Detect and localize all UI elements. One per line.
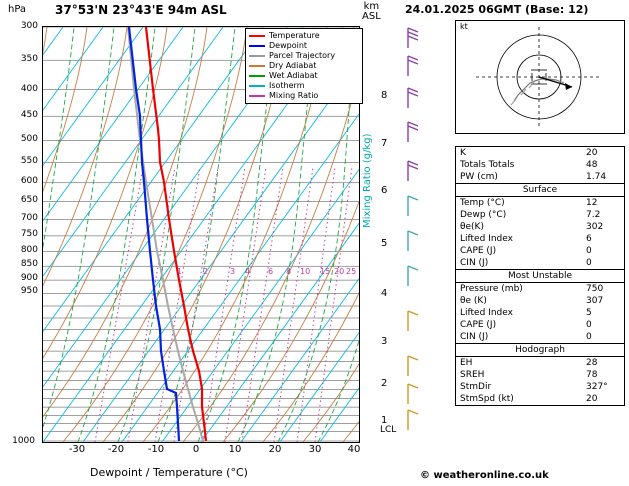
unstable-label-lifted-index: Lifted Index [460, 308, 513, 318]
index-value-totals-totals: 48 [586, 160, 598, 170]
mixing-ratio-value-1: 1 [177, 267, 183, 276]
section-header-most-unstable: Most Unstable [456, 269, 624, 283]
unstable-row-pressure [456, 283, 624, 295]
mixing-ratio-value-20: 20 [334, 267, 345, 276]
kmtick-6: 6 [381, 185, 388, 196]
x-axis-title: Dewpoint / Temperature (°C) [90, 466, 248, 479]
xtick-30: 30 [308, 444, 322, 455]
ytick-900: 900 [20, 273, 38, 283]
mixing-ratio-value-25: 25 [346, 267, 357, 276]
ytick-700: 700 [20, 213, 38, 223]
ytick-400: 400 [20, 84, 38, 94]
legend [245, 28, 363, 104]
surface-value-lifted-index: 6 [586, 234, 592, 244]
xtick-0: 0 [192, 444, 200, 455]
pressure-unit-label: hPa [8, 4, 27, 15]
unstable-value-cape: 0 [586, 320, 592, 330]
ytick-550: 550 [20, 156, 38, 166]
surface-label-cape: CAPE (J) [460, 246, 497, 256]
legend-swatch-parcel-trajectory [249, 55, 265, 57]
legend-label-wet-adiabat: Wet Adiabat [269, 71, 318, 80]
kmtick-5: 5 [381, 238, 388, 249]
legend-label-dewpoint: Dewpoint [269, 41, 308, 50]
km-label-line1: km [363, 1, 380, 12]
station-title: 37°53'N 23°43'E 94m ASL [55, 3, 227, 17]
surface-value-cape: 0 [586, 246, 592, 256]
surface-row-temp [456, 197, 624, 209]
unstable-row-cape [456, 319, 624, 331]
legend-item-temperature [249, 31, 359, 41]
legend-item-isotherm [249, 81, 359, 91]
hodo-value-stmdir: 327° [586, 382, 608, 392]
surface-label-dewp: Dewp (°C) [460, 210, 507, 220]
unstable-value-lifted-index: 5 [586, 308, 592, 318]
ytick-350: 350 [20, 54, 38, 64]
info-panel [400, 0, 629, 486]
surface-row-dewp [456, 209, 624, 221]
ytick-800: 800 [20, 245, 38, 255]
unstable-row-theta-e [456, 295, 624, 307]
legend-item-parcel-trajectory [249, 51, 359, 61]
km-label-line2: ASL [362, 11, 381, 22]
unstable-value-cin: 0 [586, 332, 592, 342]
mixing-ratio-value-10: 10 [300, 267, 311, 276]
legend-item-dry-adiabat [249, 61, 359, 71]
legend-swatch-isotherm [249, 85, 265, 87]
legend-swatch-dewpoint [249, 45, 265, 47]
ytick-650: 650 [20, 195, 38, 205]
surface-value-theta-e: 302 [586, 222, 604, 232]
hodo-value-stmspd: 20 [586, 394, 598, 404]
legend-swatch-mixing-ratio [249, 95, 265, 97]
surface-row-lifted-index [456, 233, 624, 245]
mixing-ratio-value-15: 15 [320, 267, 331, 276]
hodo-label-stmdir: StmDir [460, 382, 492, 392]
surface-label-temp: Temp (°C) [460, 198, 505, 208]
ytick-300: 300 [20, 21, 38, 31]
ytick-450: 450 [20, 110, 38, 120]
ytick-600: 600 [20, 176, 38, 186]
legend-swatch-dry-adiabat [249, 65, 265, 67]
legend-label-mixing-ratio: Mixing Ratio [269, 91, 319, 100]
surface-label-lifted-index: Lifted Index [460, 234, 513, 244]
mixing-ratio-value-2: 2 [203, 267, 209, 276]
index-value-k: 20 [586, 148, 598, 158]
lcl-label: LCL [380, 425, 397, 435]
forecast-date-title: 24.01.2025 06GMT (Base: 12) [405, 3, 589, 16]
legend-item-wet-adiabat [249, 71, 359, 81]
hodo-row-eh [456, 357, 624, 369]
surface-value-temp: 12 [586, 198, 598, 208]
hodo-label-stmspd: StmSpd (kt) [460, 394, 514, 404]
unstable-value-theta-e: 307 [586, 296, 604, 306]
index-row-k [456, 147, 624, 159]
legend-item-mixing-ratio [249, 91, 359, 101]
legend-label-temperature: Temperature [269, 31, 320, 40]
index-label-k: K [460, 148, 466, 158]
surface-label-theta-e: θe(K) [460, 222, 484, 232]
unstable-row-cin [456, 331, 624, 343]
surface-label-cin: CIN (J) [460, 258, 489, 268]
surface-value-cin: 0 [586, 258, 592, 268]
xtick-40: 40 [347, 444, 361, 455]
legend-label-isotherm: Isotherm [269, 81, 305, 90]
xtick-10: 10 [228, 444, 242, 455]
surface-value-dewp: 7.2 [586, 210, 601, 220]
kmtick-4: 4 [381, 288, 388, 299]
legend-swatch-temperature [249, 35, 265, 37]
mixing-ratio-value-8: 8 [286, 267, 292, 276]
kmtick-8: 8 [381, 90, 388, 101]
section-header-surface: Surface [456, 183, 624, 197]
hodo-value-eh: 28 [586, 358, 598, 368]
index-label-totals-totals: Totals Totals [460, 160, 515, 170]
hodograph-plot [455, 20, 625, 134]
xtick--20: -20 [107, 444, 125, 455]
hodo-label-sreh: SREH [460, 370, 485, 380]
xtick--30: -30 [68, 444, 86, 455]
legend-label-parcel-trajectory: Parcel Trajectory [269, 51, 336, 60]
surface-row-cape [456, 245, 624, 257]
hodograph-unit-label: kt [460, 22, 468, 31]
index-label-pw: PW (cm) [460, 172, 498, 182]
ytick-950: 950 [20, 286, 38, 296]
ytick-500: 500 [20, 134, 38, 144]
index-row-totals-totals [456, 159, 624, 171]
kmtick-7: 7 [381, 138, 388, 149]
mixing-ratio-axis-label: Mixing Ratio (g/kg) [362, 133, 373, 228]
ytick-750: 750 [20, 229, 38, 239]
unstable-label-theta-e: θe (K) [460, 296, 487, 306]
indices-table [455, 146, 625, 406]
section-header-hodograph: Hodograph [456, 343, 624, 357]
copyright-credit: © weatheronline.co.uk [420, 470, 549, 481]
index-row-pw [456, 171, 624, 183]
unstable-label-cape: CAPE (J) [460, 320, 497, 330]
surface-row-cin [456, 257, 624, 269]
legend-label-dry-adiabat: Dry Adiabat [269, 61, 317, 70]
mixing-ratio-value-6: 6 [268, 267, 274, 276]
ytick-850: 850 [20, 259, 38, 269]
hodo-label-eh: EH [460, 358, 473, 368]
legend-item-dewpoint [249, 41, 359, 51]
legend-swatch-wet-adiabat [249, 75, 265, 77]
unstable-row-lifted-index [456, 307, 624, 319]
unstable-label-cin: CIN (J) [460, 332, 489, 342]
hodo-row-stmdir [456, 381, 624, 393]
hodo-row-sreh [456, 369, 624, 381]
ytick-1000: 1000 [12, 436, 35, 446]
mixing-ratio-value-3: 3 [230, 267, 236, 276]
xtick-20: 20 [268, 444, 282, 455]
xtick--10: -10 [147, 444, 165, 455]
unstable-value-pressure: 750 [586, 284, 604, 294]
hodo-value-sreh: 78 [586, 370, 598, 380]
kmtick-3: 3 [381, 336, 388, 347]
kmtick-2: 2 [381, 378, 388, 389]
kmtick-1: 1 [381, 415, 388, 426]
hodo-row-stmspd [456, 393, 624, 405]
surface-row-theta-e [456, 221, 624, 233]
unstable-label-pressure: Pressure (mb) [460, 284, 523, 294]
mixing-ratio-value-4: 4 [245, 267, 251, 276]
index-value-pw: 1.74 [586, 172, 607, 182]
altitude-unit-label [362, 2, 381, 22]
